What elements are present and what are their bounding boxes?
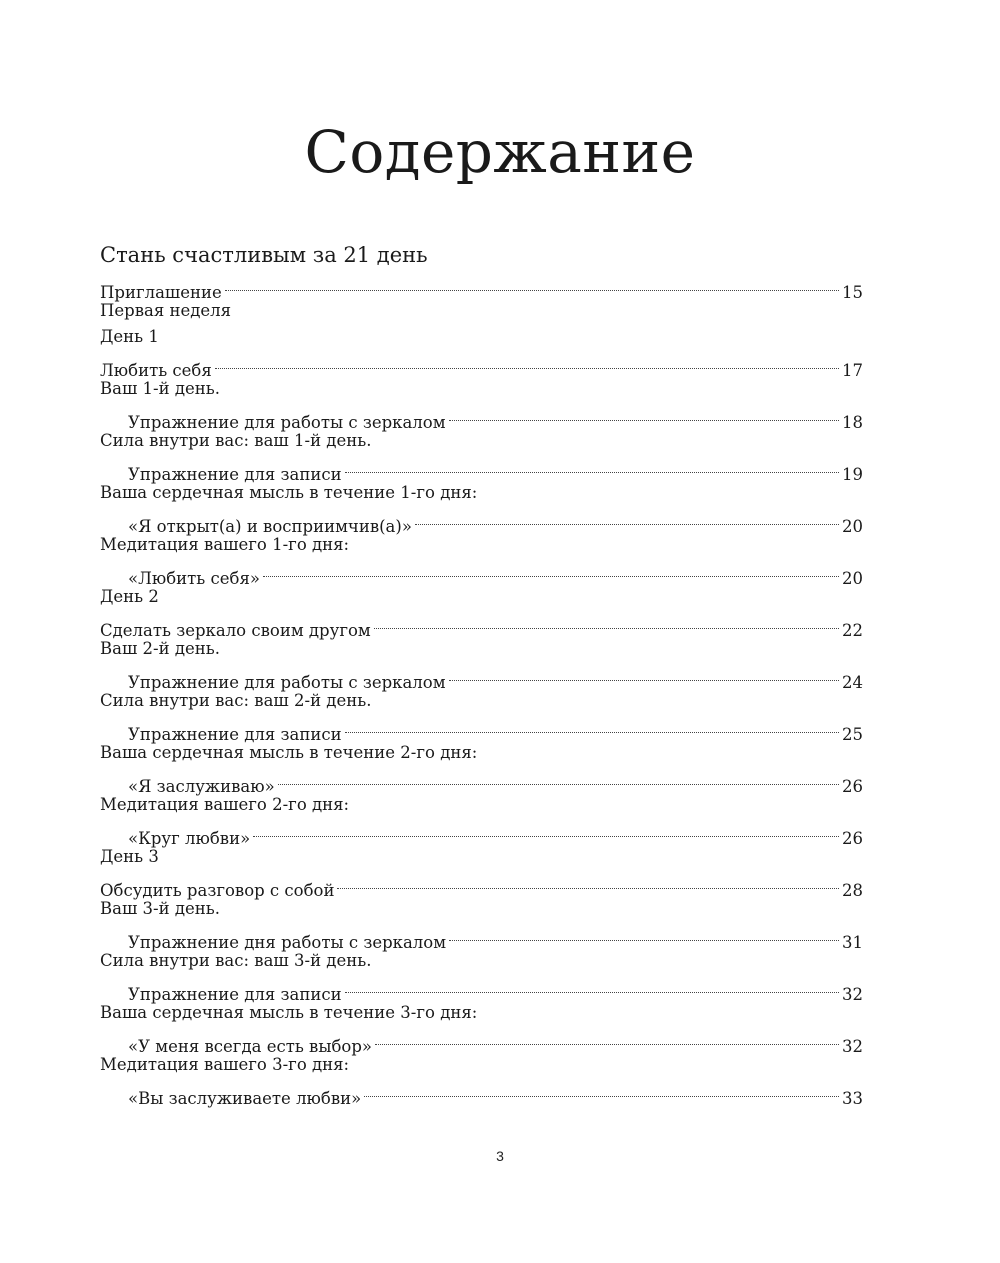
toc-entry <box>100 480 863 506</box>
toc-dot-leader <box>449 402 839 428</box>
toc-entry <box>100 558 863 588</box>
toc-entry-text: Ваш 3-й день. <box>100 899 221 918</box>
table-of-contents <box>100 240 863 1108</box>
toc-entry-page: 22 <box>842 621 863 640</box>
section-heading: Стань счастливым за 21 день <box>100 243 428 267</box>
toc-dot-leader <box>364 1078 839 1104</box>
toc-entry-text: Медитация вашего 1-го дня: <box>100 535 350 554</box>
toc-entry <box>100 454 863 484</box>
toc-entry <box>100 324 863 350</box>
toc-entry-page: 26 <box>842 777 863 796</box>
toc-entry <box>100 818 863 848</box>
toc-entry-text: Любить себя <box>100 361 212 380</box>
toc-entry-text: Сделать зеркало своим другом <box>100 621 371 640</box>
toc-entry-page: 32 <box>842 1037 863 1056</box>
toc-entry-page: 26 <box>842 829 863 848</box>
toc-entry <box>100 402 863 432</box>
toc-entry-text: Приглашение <box>100 283 222 302</box>
toc-dot-leader <box>415 506 839 532</box>
toc-entry-text: Упражнение для записи <box>128 725 342 744</box>
toc-dot-leader <box>337 870 839 896</box>
toc-entry <box>100 298 863 324</box>
toc-entry <box>100 272 863 302</box>
toc-entry-page: 20 <box>842 517 863 536</box>
toc-entry-page: 28 <box>842 881 863 900</box>
toc-entry-text: Упражнение для работы с зеркалом <box>128 673 446 692</box>
toc-entry-text: «Я заслуживаю» <box>128 777 275 796</box>
toc-entry <box>100 376 863 402</box>
toc-dot-leader <box>215 350 839 376</box>
toc-entry-page: 32 <box>842 985 863 1004</box>
toc-dot-leader <box>263 558 839 584</box>
toc-entry-text: «Круг любви» <box>128 829 251 848</box>
toc-entry-text: Ваш 1-й день. <box>100 379 221 398</box>
toc-entry <box>100 688 863 714</box>
page-number: 3 <box>496 1148 504 1164</box>
toc-entry <box>100 974 863 1004</box>
toc-entry-text: Ваша сердечная мысль в течение 1-го дня: <box>100 483 478 502</box>
toc-entry-page: 31 <box>842 933 863 952</box>
toc-entry-page: 15 <box>842 283 863 302</box>
toc-entry-text: «Я открыт(а) и восприимчив(а)» <box>128 517 412 536</box>
toc-entry-page: 25 <box>842 725 863 744</box>
toc-entry-text: Сила внутри вас: ваш 2-й день. <box>100 691 372 710</box>
toc-list <box>100 272 863 1108</box>
toc-entry-text: «Вы заслуживаете любви» <box>128 1089 362 1108</box>
toc-dot-leader <box>345 454 839 480</box>
toc-entry-page: 33 <box>842 1089 863 1108</box>
toc-entry-page: 18 <box>842 413 863 432</box>
toc-entry-text: «У меня всегда есть выбор» <box>128 1037 373 1056</box>
toc-entry <box>100 896 863 922</box>
toc-entry <box>100 350 863 380</box>
toc-entry-text: Сила внутри вас: ваш 3-й день. <box>100 951 372 970</box>
toc-dot-leader <box>225 272 839 298</box>
toc-entry-text: Сила внутри вас: ваш 1-й день. <box>100 431 372 450</box>
toc-entry <box>100 636 863 662</box>
toc-entry-text: Обсудить разговор с собой <box>100 881 335 900</box>
toc-entry-page: 24 <box>842 673 863 692</box>
toc-entry <box>100 740 863 766</box>
toc-entry <box>100 532 863 558</box>
toc-entry <box>100 714 863 744</box>
toc-entry-page: 17 <box>842 361 863 380</box>
toc-entry-text: Ваша сердечная мысль в течение 3-го дня: <box>100 1003 478 1022</box>
toc-dot-leader <box>345 714 839 740</box>
toc-dot-leader <box>345 974 839 1000</box>
toc-entry <box>100 506 863 536</box>
toc-entry <box>100 1000 863 1026</box>
toc-entry <box>100 948 863 974</box>
page-title: Содержание <box>304 118 696 186</box>
toc-entry-page: 20 <box>842 569 863 588</box>
toc-entry <box>100 766 863 796</box>
toc-entry-text: День 1 <box>100 327 159 346</box>
toc-entry-text: Медитация вашего 3-го дня: <box>100 1055 350 1074</box>
toc-entry-text: Медитация вашего 2-го дня: <box>100 795 350 814</box>
toc-entry-page: 19 <box>842 465 863 484</box>
toc-dot-leader <box>278 766 839 792</box>
toc-dot-leader <box>253 818 839 844</box>
toc-dot-leader <box>375 1026 839 1052</box>
toc-entry <box>100 922 863 952</box>
toc-entry <box>100 1078 863 1108</box>
toc-entry-text: «Любить себя» <box>128 569 260 588</box>
toc-entry <box>100 662 863 692</box>
toc-entry <box>100 1026 863 1056</box>
toc-entry-text: Первая неделя <box>100 301 232 320</box>
toc-entry <box>100 1052 863 1078</box>
toc-entry-text: Ваша сердечная мысль в течение 2-го дня: <box>100 743 478 762</box>
toc-dot-leader <box>374 610 839 636</box>
toc-dot-leader <box>449 922 839 948</box>
toc-entry-text: Упражнение для работы с зеркалом <box>128 413 446 432</box>
toc-entry <box>100 870 863 900</box>
toc-entry-text: Упражнение для записи <box>128 985 342 1004</box>
toc-entry <box>100 610 863 640</box>
toc-entry-text: День 3 <box>100 847 159 866</box>
toc-entry-text: Ваш 2-й день. <box>100 639 221 658</box>
toc-entry <box>100 428 863 454</box>
toc-entry-text: Упражнение для записи <box>128 465 342 484</box>
toc-entry <box>100 792 863 818</box>
toc-entry-text: День 2 <box>100 587 159 606</box>
toc-dot-leader <box>449 662 839 688</box>
toc-entry-text: Упражнение дня работы с зеркалом <box>128 933 447 952</box>
